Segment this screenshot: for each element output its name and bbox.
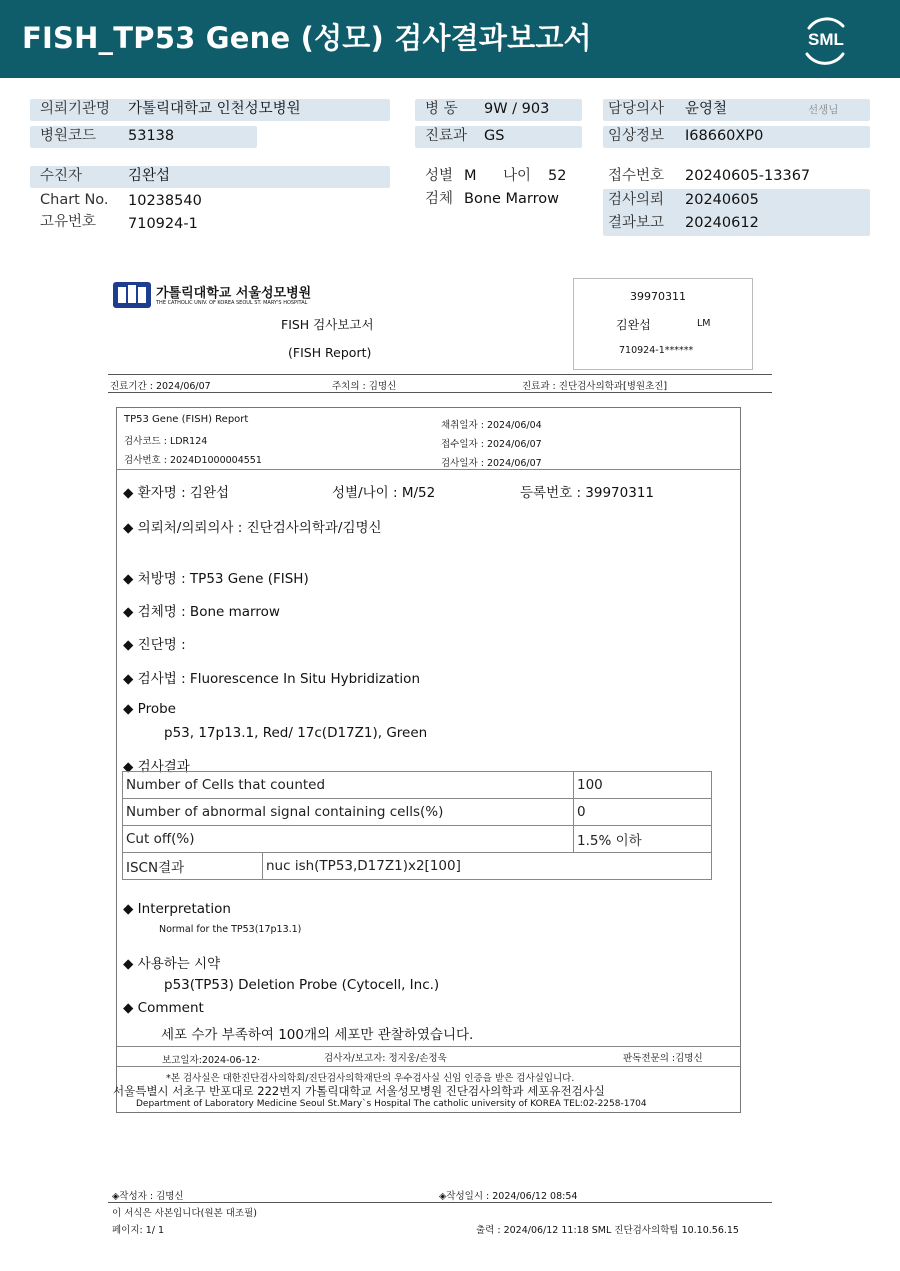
result-label-cell: Cut off(%) [123,826,574,853]
sexage-line: 성별/나이 : M/52 [332,485,436,501]
hospital-code-label: 병원코드 [40,128,97,144]
collect-date: 채취일자 : 2024/06/04 [441,420,542,431]
doctor-label: 담당의사 [608,101,665,117]
uid-value: 710924-1 [128,216,198,232]
table-row [123,826,712,853]
probe-heading: ◆ Probe [123,701,176,717]
table-row [123,853,712,880]
stamp-uid: 710924-1****** [619,345,694,356]
visit-date: 진료기간 : 2024/06/07 [110,381,211,392]
report-title: FISH_TP53 Gene (성모) 검사결과보고서 [22,21,592,55]
page-number: 페이지: 1/ 1 [112,1225,165,1236]
cert-line: *본 검사실은 대한진단검사의학회/진단검사의학재단의 우수검사실 신임 인증을 받은 검사실입니다. [166,1073,575,1084]
specimen-label: 검체 [425,191,454,207]
examiner: 검사자/보고자: 정지웅/손정욱 [324,1053,447,1064]
specimen-line: ◆ 검체명 : Bone marrow [123,604,280,620]
dx-line: ◆ 진단명 : [123,637,186,653]
clinical-value: I68660XP0 [685,128,764,144]
interpretation-text: Normal for the TP53(17p13.1) [159,924,302,935]
uid-label: 고유번호 [40,214,97,230]
report-date-value: 20240612 [685,215,759,231]
comment-heading: ◆ Comment [123,1000,204,1016]
referrer-line: ◆ 의뢰처/의뢰의사 : 진단검사의학과/김명신 [123,520,382,536]
reagent-text: p53(TP53) Deletion Probe (Cytocell, Inc.) [164,977,440,993]
comment-text: 세포 수가 부족하여 100개의 세포만 관찰하였습니다. [161,1027,474,1043]
scan-hospital-name: 가톨릭대학교 서울성모병원 [156,286,312,301]
scan-report-title-en: (FISH Report) [288,345,372,360]
patient-row-bg [30,166,390,188]
patient-label: 수진자 [40,168,83,184]
receipt-label: 접수번호 [608,168,665,184]
interpretation-heading: ◆ Interpretation [123,901,231,917]
address-line: 서울특별시 서초구 반포대로 222번지 가톨릭대학교 서울성모병원 진단검사의학과 세포유전검사실 [113,1084,605,1098]
exam-date: 검사일자 : 2024/06/07 [441,458,542,469]
regno-line: 등록번호 : 39970311 [520,485,655,501]
writer: ◈작성자 : 김명신 [112,1191,184,1202]
test-no: 검사번호 : 2024D1000004551 [124,455,262,466]
scanned-report [106,270,774,1245]
report-body-box [116,407,741,1113]
report-name: TP53 Gene (FISH) Report [124,414,249,425]
report-date: 보고일자:2024-06-12· [162,1055,261,1066]
result-value-cell: 0 [574,799,712,826]
stamp-code: LM [697,318,711,329]
age-value: 52 [548,168,567,184]
table-row [123,799,712,826]
age-label: 나이 [503,168,532,184]
stamp-id: 39970311 [630,290,686,303]
request-value: 20240605 [685,192,759,208]
report-date-label: 결과보고 [608,215,665,231]
ward-label: 병 동 [425,101,458,117]
dept-value: GS [484,128,505,144]
clinical-label: 임상정보 [608,128,665,144]
result-label-cell: Number of Cells that counted [123,772,574,799]
copy-note: 이 서식은 사본입니다(원본 대조필) [112,1208,257,1219]
specialist: 판독전문의 :김명신 [623,1053,703,1064]
scan-report-title: FISH 검사보고서 [281,317,374,332]
rx-line: ◆ 처방명 : TP53 Gene (FISH) [123,571,309,587]
iscn-value-cell: nuc ish(TP53,D17Z1)x2[100] [263,853,712,880]
result-value-cell: 1.5% 이하 [574,826,712,853]
result-heading: ◆ 검사결과 [123,759,190,775]
result-label-cell: Number of abnormal signal containing cells(%) [123,799,574,826]
reagent-heading: ◆ 사용하는 시약 [123,956,221,972]
chart-value: 10238540 [128,193,202,209]
ward-value: 9W / 903 [484,101,550,117]
stamp-name: 김완섭 [616,318,651,332]
sex-value: M [464,168,477,184]
doctor-value: 윤영철 [685,101,728,117]
receipt-value: 20240605-13367 [685,168,811,184]
hospital-code-value: 53138 [128,128,175,144]
institution-value: 가톨릭대학교 인천성모병원 [128,101,301,117]
patient-line: ◆ 환자명 : 김완섭 [123,485,230,501]
attending: 주치의 : 김명신 [332,381,397,392]
result-value-cell: 100 [574,772,712,799]
probe-text: p53, 17p13.1, Red/ 17c(D17Z1), Green [164,725,428,741]
hospital-logo-icon [112,281,152,309]
sml-logo-text: SML [808,30,844,49]
table-row [123,772,712,799]
printed-info: 출력 : 2024/06/12 11:18 SML 진단검사의학팀 10.10.56.15 [476,1225,739,1236]
scan-hospital-sub: THE CATHOLIC UNIV. OF KOREA SEOUL ST. MARY'S HOSPITAL [156,300,308,306]
test-code: 검사코드 : LDR124 [124,436,208,447]
visit-dept: 진료과 : 진단검사의학과[병원초진] [522,381,668,392]
institution-label: 의뢰기관명 [40,101,111,117]
patient-value: 김완섭 [128,168,171,184]
receive-date: 접수일자 : 2024/06/07 [441,439,542,450]
sex-label: 성별 [425,168,454,184]
method-line: ◆ 검사법 : Fluorescence In Situ Hybridization [123,671,420,687]
specimen-value: Bone Marrow [464,191,560,207]
chart-label: Chart No. [40,192,109,208]
doctor-suffix: 선생님 [808,104,839,116]
dept-label: 진료과 [425,128,468,144]
iscn-label-cell: ISCN결과 [123,853,263,880]
report-header-bar [0,0,900,78]
result-table [122,771,712,880]
request-label: 검사의뢰 [608,192,665,208]
dept-line: Department of Laboratory Medicine Seoul St.Mary`s Hospital The catholic university of KOREA TEL:02-2258-1704 [136,1099,647,1109]
write-date: ◈작성일시 : 2024/06/12 08:54 [439,1191,578,1202]
